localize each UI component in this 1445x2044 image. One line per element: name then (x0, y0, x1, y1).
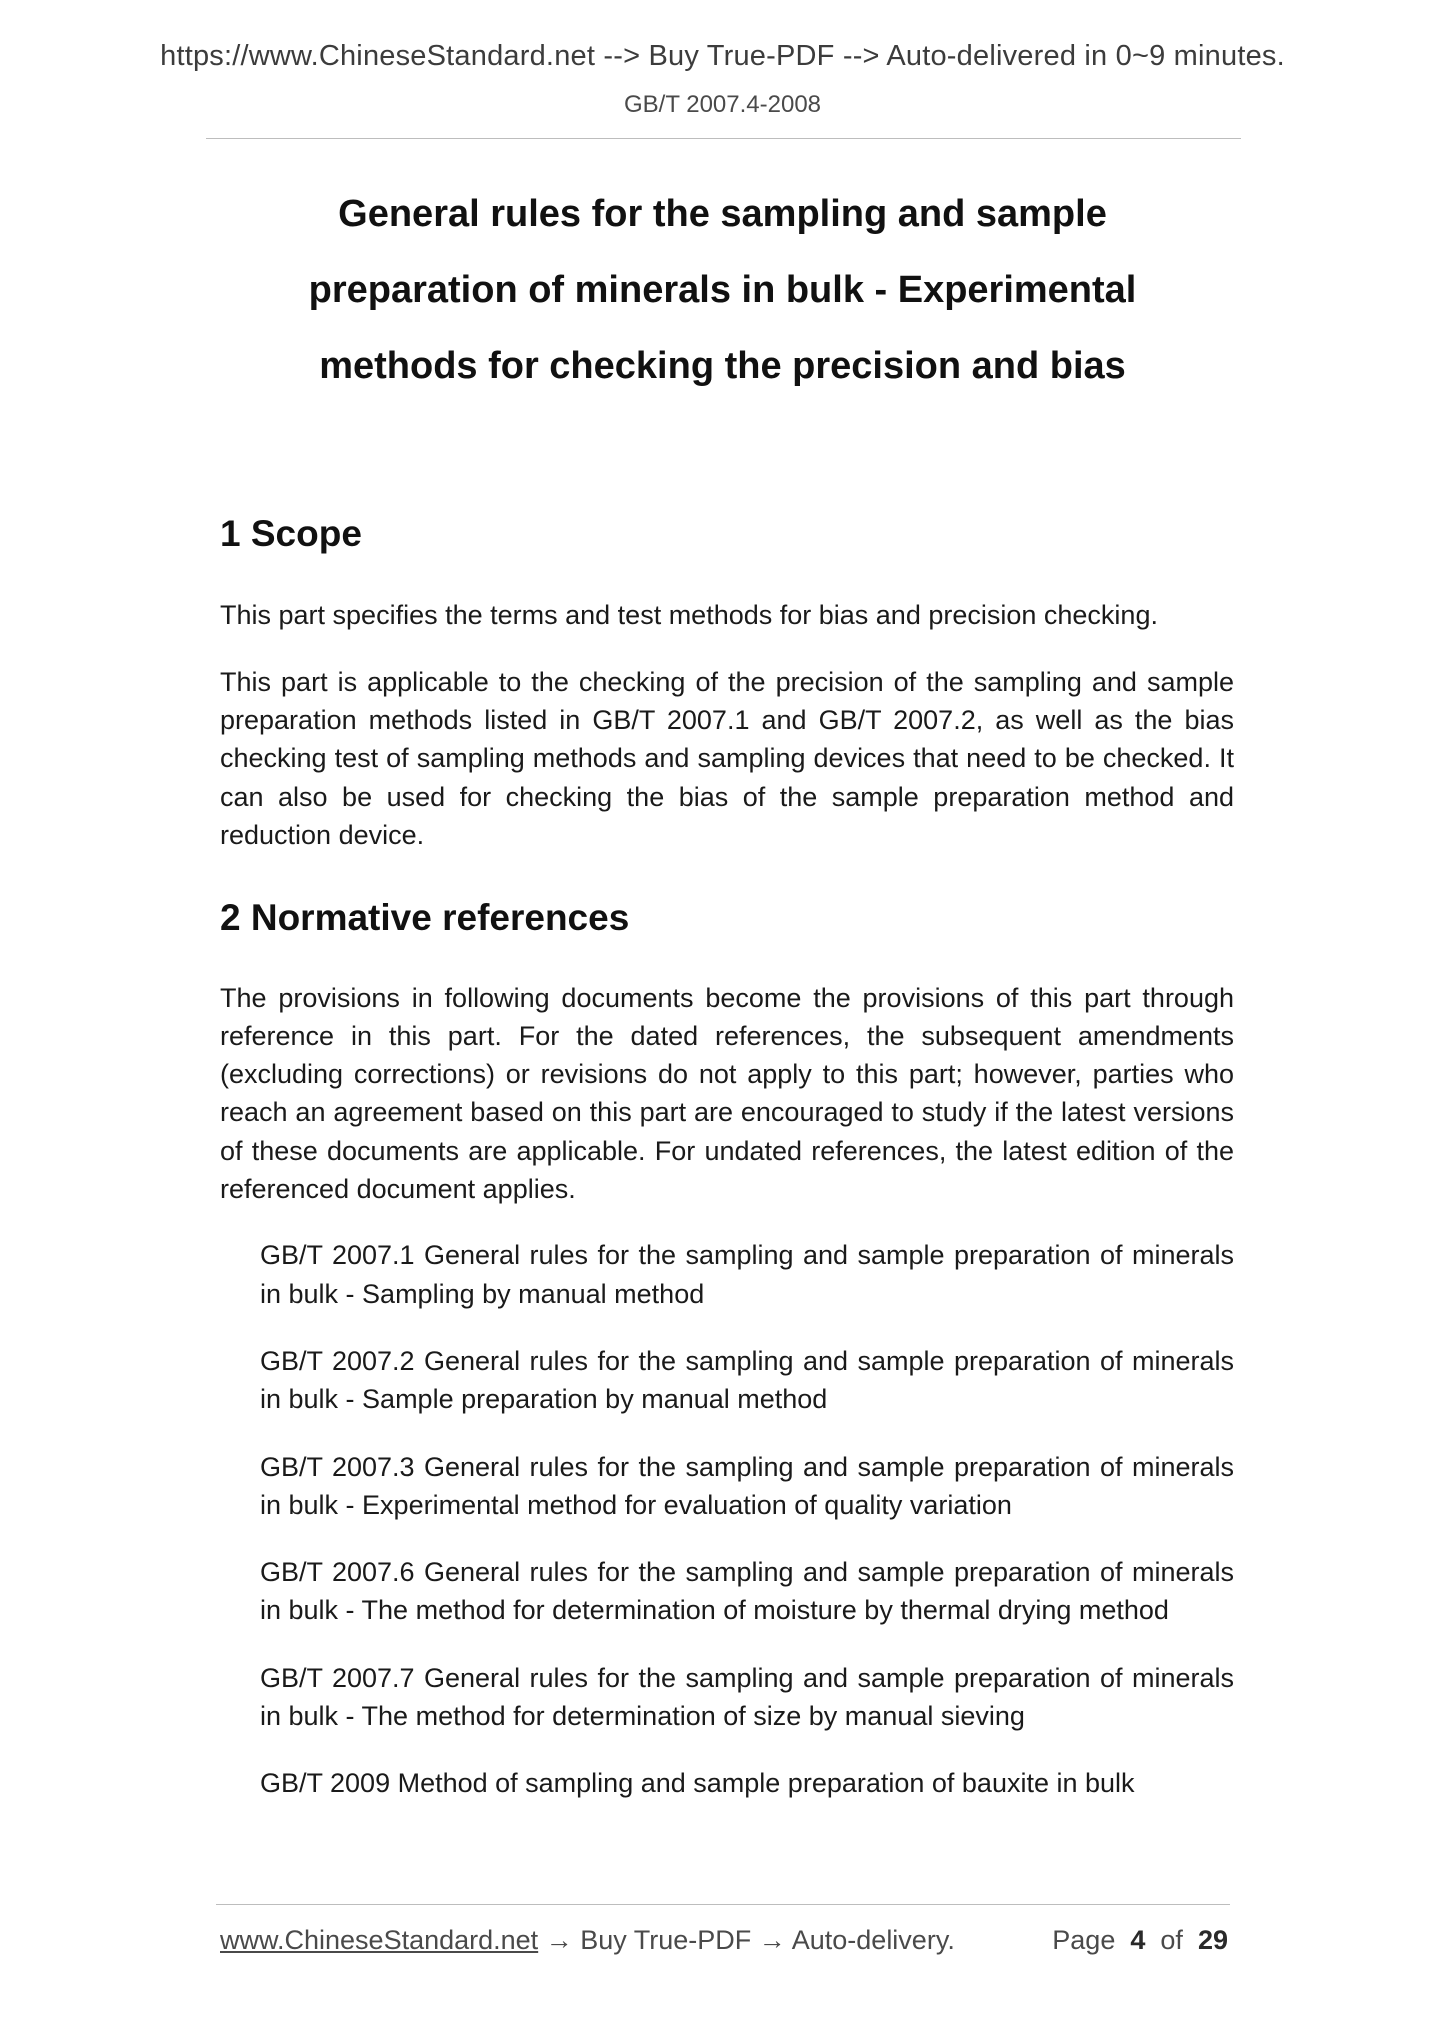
document-title (220, 176, 1225, 404)
footer-divider (216, 1904, 1230, 1905)
section-heading-scope: 1 Scope (220, 513, 362, 554)
header-url-line: https://www.ChineseStandard.net --> Buy True-PDF --> Auto-delivered in 0~9 minutes. (160, 40, 1285, 72)
reference-item: GB/T 2007.6 General rules for the sampling and sample preparation of minerals in bulk - The method for determination of moisture by thermal drying method (260, 1557, 1234, 1626)
scope-paragraph-1: This part specifies the terms and test methods for bias and precision checking. (220, 600, 1158, 631)
title-line-1: General rules for the sampling and sample (338, 193, 1107, 235)
document-body (220, 512, 1234, 1832)
reference-item: GB/T 2007.2 General rules for the sampling and sample preparation of minerals in bulk - Sample preparation by manual method (260, 1345, 1234, 1415)
references-intro-paragraph: The provisions in following documents become the provisions of this part through reference in this part. For the dated references, the subsequent amendments (excluding corrections) or revisions do not apply to this part; however, parties who reach an agreement based on this part are encouraged to study if the latest versions of these documents are applicable. For undated references, the latest edition of the referenced document applies. (220, 982, 1234, 1205)
scope-paragraph-2: This part is applicable to the checking of the precision of the sampling and sample preparation methods listed in GB/T 2007.1 and GB/T 2007.2, as well as the bias checking test of sampling methods and sampling devices that need to be checked. It can also be used for checking the bias of the sample preparation method and reduction device. (220, 666, 1234, 850)
footer-left (220, 1925, 955, 1956)
footer-website-link[interactable]: www.ChineseStandard.net (220, 1925, 539, 1955)
footer-delivery-text: → Buy True-PDF → Auto-delivery. (538, 1925, 955, 1955)
title-line-3: methods for checking the precision and bias (319, 345, 1126, 387)
page-indicator (1052, 1925, 1228, 1956)
reference-item: GB/T 2007.7 General rules for the sampling and sample preparation of minerals in bulk - The method for determination of size by manual sieving (260, 1662, 1234, 1732)
reference-item: GB/T 2007.1 General rules for the sampling and sample preparation of minerals in bulk - Sampling by manual method (260, 1240, 1234, 1309)
page-label: Page (1052, 1925, 1116, 1955)
current-page-number: 4 (1130, 1925, 1146, 1955)
header-divider (206, 138, 1241, 139)
section-heading-normative-references: 2 Normative references (220, 897, 630, 939)
of-label: of (1160, 1925, 1183, 1955)
title-line-2: preparation of minerals in bulk - Experimental (308, 269, 1137, 311)
reference-item: GB/T 2007.3 General rules for the sampling and sample preparation of minerals in bulk - Experimental method for evaluation of quality variation (260, 1451, 1234, 1520)
reference-item: GB/T 2009 Method of sampling and sample preparation of bauxite in bulk (260, 1768, 1135, 1799)
header-standard-number: GB/T 2007.4-2008 (623, 91, 822, 118)
total-pages-number: 29 (1197, 1925, 1228, 1955)
